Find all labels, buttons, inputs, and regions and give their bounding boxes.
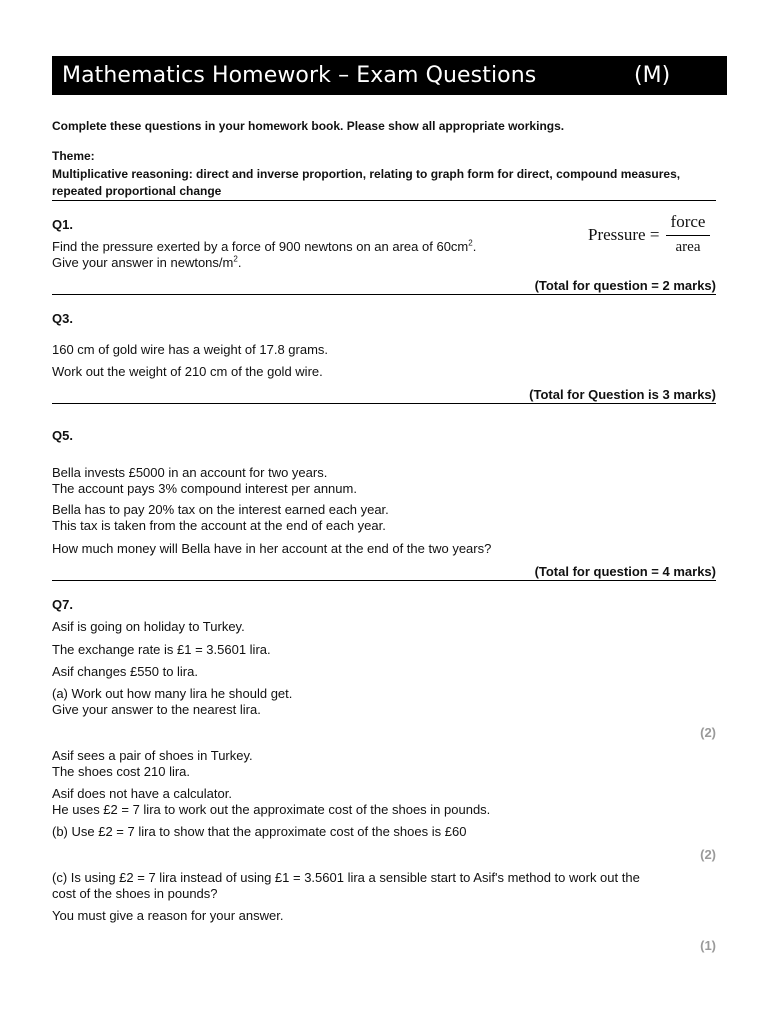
formula-denominator: area bbox=[675, 239, 701, 255]
q7-line-4: Asif sees a pair of shoes in Turkey. bbox=[52, 748, 253, 763]
divider bbox=[52, 294, 716, 295]
q3-line-1: 160 cm of gold wire has a weight of 17.8 grams. bbox=[52, 342, 329, 357]
title-bar bbox=[52, 56, 727, 95]
formula-lhs: Pressure = bbox=[588, 225, 660, 244]
formula-fraction bbox=[666, 212, 710, 255]
q5-line-1: Bella invests £5000 in an account for two years. bbox=[52, 465, 328, 480]
q7c-line-3: You must give a reason for your answer. bbox=[52, 908, 284, 923]
q7-label: Q7. bbox=[52, 597, 73, 612]
q5-line-3: Bella has to pay 20% tax on the interest earned each year. bbox=[52, 502, 389, 517]
q7-line-5: The shoes cost 210 lira. bbox=[52, 764, 191, 779]
q7a-line-2: Give your answer to the nearest lira. bbox=[52, 702, 261, 717]
instructions: Complete these questions in your homework book. Please show all appropriate workings. bbox=[52, 119, 565, 133]
q3-label: Q3. bbox=[52, 311, 73, 326]
page-title: Mathematics Homework – Exam Questions bbox=[62, 63, 537, 88]
divider bbox=[52, 403, 716, 404]
q7-line-7: He uses £2 = 7 lira to work out the approximate cost of the shoes in pounds. bbox=[52, 802, 491, 817]
q7a-marks: (2) bbox=[700, 725, 716, 740]
q3-line-2: Work out the weight of 210 cm of the gold wire. bbox=[52, 364, 323, 379]
q7-line-3: Asif changes £550 to lira. bbox=[52, 664, 198, 679]
q5-label: Q5. bbox=[52, 428, 73, 443]
q5-line-4: This tax is taken from the account at the end of each year. bbox=[52, 518, 386, 533]
fraction-bar bbox=[666, 235, 710, 236]
q7b-line: (b) Use £2 = 7 lira to show that the approximate cost of the shoes is £60 bbox=[52, 824, 467, 839]
q7b-marks: (2) bbox=[700, 847, 716, 862]
q7-line-1: Asif is going on holiday to Turkey. bbox=[52, 619, 245, 634]
q7a-line-1: (a) Work out how many lira he should get. bbox=[52, 686, 293, 701]
q7-line-6: Asif does not have a calculator. bbox=[52, 786, 232, 801]
theme-line-2: repeated proportional change bbox=[52, 184, 222, 198]
q5-line-5: How much money will Bella have in her account at the end of the two years? bbox=[52, 541, 492, 556]
q7c-line-1: (c) Is using £2 = 7 lira instead of using £1 = 3.5601 lira a sensible start to Asif's method to work out the bbox=[52, 870, 640, 885]
theme-line-1: Multiplicative reasoning: direct and inverse proportion, relating to graph form for direct, compound measures, bbox=[52, 167, 681, 181]
divider bbox=[52, 200, 716, 201]
divider bbox=[52, 580, 716, 581]
q1-total: (Total for question = 2 marks) bbox=[534, 278, 716, 293]
q7c-line-2: cost of the shoes in pounds? bbox=[52, 886, 218, 901]
q7c-marks: (1) bbox=[700, 938, 716, 953]
tier-label: (M) bbox=[634, 63, 671, 88]
q5-total: (Total for question = 4 marks) bbox=[534, 564, 716, 579]
q1-line-1: Find the pressure exerted by a force of 900 newtons on an area of $60cm^2$. bbox=[52, 238, 477, 254]
q1-line-2: Give your answer in newtons/$m^2$. bbox=[52, 254, 242, 270]
q3-total: (Total for Question is 3 marks) bbox=[529, 387, 716, 402]
q7-line-2: The exchange rate is £1 = 3.5601 lira. bbox=[52, 642, 271, 657]
q1-label: Q1. bbox=[52, 217, 73, 232]
formula-numerator: force bbox=[670, 212, 706, 231]
theme-label: Theme: bbox=[52, 149, 95, 163]
q5-line-2: The account pays 3% compound interest per annum. bbox=[52, 481, 357, 496]
